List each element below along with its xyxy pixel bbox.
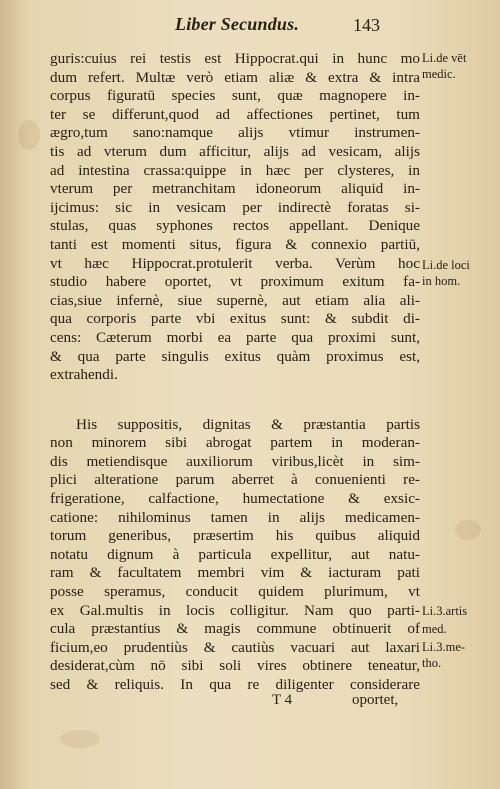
page-number: 143 [353,15,380,35]
text-line: torum generibus, præsertim his quibus aliquid [50,527,420,545]
text-line: ter se differunt,quod ad affectiones pertinet, tum [50,105,420,123]
text-line: plici alteratione parum aberret à conuenienti re- [50,471,420,489]
text-line: qua corporis parte vbi exitus sunt: & subdit di- [50,310,420,328]
signature-mark: T 4 [272,692,293,708]
text-line: catione: nihilominus tamen in alijs medicamen- [50,508,420,526]
text-line: & qua parte singulis exitus quàm proximus est, [50,347,420,365]
text-line: His suppositis, dignitas & præstantia partis [76,415,420,433]
paragraph [50,416,420,695]
catchword: oportet, [352,692,399,708]
page-header [0,14,500,40]
text-line: ægro,tum sano:namque alijs vtimur instrumen- [50,124,420,142]
text-line: non minorem sibi abrogat partem in moderan- [50,434,420,452]
margin-note: Li.de loci [422,258,470,272]
margin-note: medic. [422,67,456,81]
text-line: corpus figuratū species sunt, quæ magnopere in- [50,87,420,105]
text-line: ad intestina crassa:quippe in hæc per clysteres, in [50,161,420,179]
margin-note: in hom. [422,274,461,288]
margin-note: tho. [422,656,442,670]
text-line: posse speramus, conducit quidem plurimum, vt [50,583,420,601]
text-line: tanti est momenti situs, figura & connexio partiū, [50,235,420,253]
page-footer [0,692,500,714]
text-line: cias,siue infernè, siue supernè, aut etiam alia ali- [50,291,420,309]
running-head: Liber Secundus. [175,14,300,34]
margin-note: med. [422,622,447,636]
text-line: dum refert. Multæ verò etiam aliæ & extra & intra [50,68,420,86]
text-line: vt hæc Hippocrat.protulerit verba. Verùm hoc [50,254,420,272]
paper-stain [60,730,100,748]
main-text-block [50,50,420,695]
paragraph [50,50,420,385]
text-line: ram & facultatem membri vim & iacturam pati [50,564,420,582]
text-line: sed & reliquis. In qua re diligenter considerare [50,676,420,693]
text-line: desiderat,cùm nō sibi soli vires obtinere teneatur, [50,657,420,675]
text-line: dis metiendisque auxiliorum viribus,licèt in sim- [50,452,420,470]
text-line: extrahendi. [50,366,118,384]
paper-stain [18,120,40,150]
text-line: ex Gal.multis in locis colligitur. Nam quo parti- [50,601,420,619]
margin-note: Li.de vēt [422,51,467,65]
text-line: studio habere oportet, vt proximum exitum fa- [50,273,420,291]
text-line: ficium,eo prudentiùs & cautiùs vacuari aut laxari [50,638,420,656]
margin-note: Li.3.me- [422,640,466,654]
text-line: tis ad vterum dum afficitur, alijs ad vesicam, alijs [50,142,420,160]
text-line: stulas, quas syphones rectos appellant. Denique [50,217,420,235]
text-line: guris:cuius rei testis est Hippocrat.qui in hunc mo [50,50,420,67]
paragraph-gap [50,385,420,416]
text-line: vterum per metranchitam idoneorum aliquid in- [50,180,420,198]
text-line: notatu dignum à particula expellitur, aut natu- [50,545,420,563]
margin-note: Li.3.artis [422,604,468,618]
text-line: ijcimus: sic in vesicam per indirectè foratas si- [50,198,420,216]
paper-stain [455,520,481,540]
text-line: cula præstantius & magis commune obtinuerit of [50,620,420,638]
text-line: frigeratione, calfactione, humectatione & exsic- [50,490,420,508]
text-line: cens: Cæterum morbi ea parte qua proximi sunt, [50,328,420,346]
